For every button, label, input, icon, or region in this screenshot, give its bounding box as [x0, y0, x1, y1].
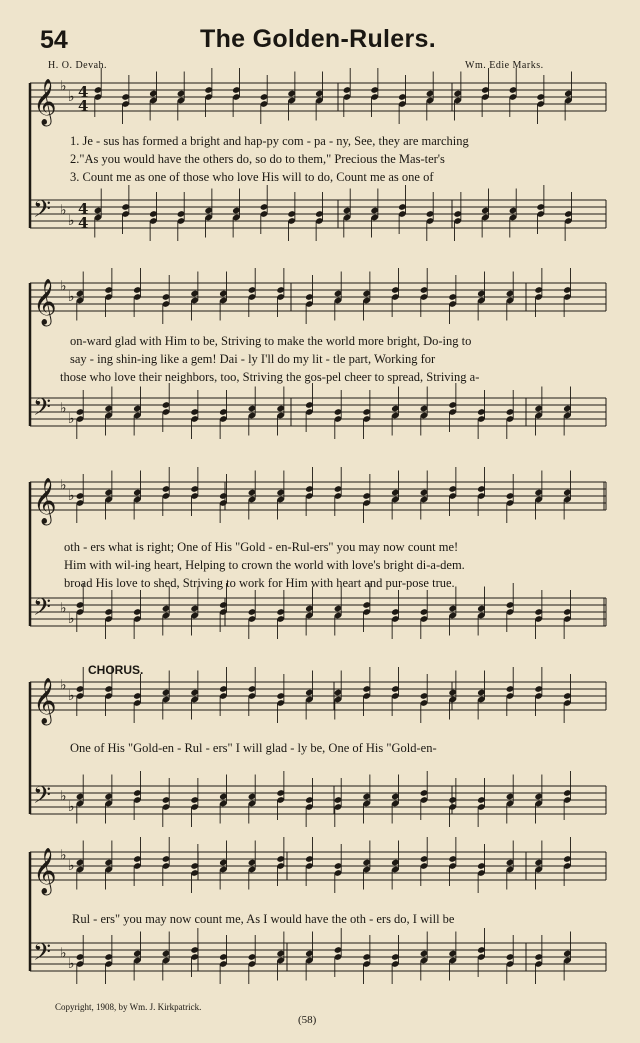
hymn-number: 54	[40, 26, 68, 54]
flat-sign: ♭	[68, 799, 75, 816]
flat-sign: ♭	[60, 677, 67, 694]
time-signature-top: 4	[78, 200, 89, 218]
system1-verse2: 2."As you would have the others do, so do to them," Precious the Mas-ter's	[70, 152, 445, 166]
treble-clef: 𝄞	[33, 678, 57, 724]
flat-sign: ♭	[68, 858, 75, 875]
time-signature-top: 4	[78, 83, 89, 101]
system3-verse3: broad His love to shed, Striving to work for Him with heart and pur-pose true.	[64, 576, 455, 590]
flat-sign: ♭	[60, 847, 67, 864]
flat-sign: ♭	[60, 600, 67, 617]
flat-sign: ♭	[60, 945, 67, 962]
flat-sign: ♭	[68, 411, 75, 428]
treble-clef: 𝄞	[33, 79, 57, 125]
bass-clef: 𝄢	[33, 195, 52, 228]
flat-sign: ♭	[60, 788, 67, 805]
chorus-label: CHORUS.	[88, 663, 144, 677]
time-signature-bottom: 4	[78, 97, 89, 115]
system1-verse1: 1. Je - sus has formed a bright and hap-py com - pa - ny, See, they are marching	[70, 134, 469, 148]
flat-sign: ♭	[68, 688, 75, 705]
flat-sign: ♭	[60, 400, 67, 417]
system1-verse3: 3. Count me as one of those who love His will to do, Count me as one of	[70, 170, 434, 184]
flat-sign: ♭	[60, 477, 67, 494]
copyright-notice: Copyright, 1908, by Wm. J. Kirkpatrick.	[55, 1002, 202, 1012]
flat-sign: ♭	[60, 278, 67, 295]
chorus-line2: Rul - ers" you may now count me, As I would have the oth - ers do, I will be	[72, 912, 455, 926]
flat-sign: ♭	[68, 89, 75, 106]
system2-verse3: those who love their neighbors, too, Striving the gos-pel cheer to spread, Striving a-	[60, 370, 480, 384]
flat-sign: ♭	[68, 611, 75, 628]
system3-verse2: Him with wil-ing heart, Helping to crown the world with love's bright di-a-dem.	[64, 558, 465, 572]
treble-clef: 𝄞	[33, 478, 57, 524]
flat-sign: ♭	[68, 488, 75, 505]
flat-sign: ♭	[68, 289, 75, 306]
flat-sign: ♭	[60, 78, 67, 95]
treble-clef: 𝄞	[33, 848, 57, 894]
treble-clef: 𝄞	[33, 279, 57, 325]
flat-sign: ♭	[60, 202, 67, 219]
bass-clef: 𝄢	[33, 938, 52, 971]
time-signature-bottom: 4	[78, 214, 89, 232]
chorus-line1: One of His "Gold-en - Rul - ers" I will glad - ly be, One of His "Gold-en-	[70, 741, 437, 755]
system2-verse2: say - ing shin-ing like a gem! Dai - ly I'll do my lit - tle part, Working for	[70, 352, 436, 366]
page-number: (58)	[298, 1014, 317, 1026]
flat-sign: ♭	[68, 213, 75, 230]
bass-clef: 𝄢	[33, 781, 52, 814]
bass-clef: 𝄢	[33, 393, 52, 426]
system2-verse1: on-ward glad with Him to be, Striving to make the world more bright, Do-ing to	[70, 334, 472, 348]
flat-sign: ♭	[68, 956, 75, 973]
composer-credit: Wm. Edie Marks.	[465, 60, 544, 71]
bass-clef: 𝄢	[33, 593, 52, 626]
system3-verse1: oth - ers what is right; One of His "Gold - en-Rul-ers" you may now count me!	[64, 540, 459, 554]
lyricist-credit: H. O. Devah.	[48, 60, 108, 71]
hymn-title: The Golden-Rulers.	[200, 25, 436, 53]
